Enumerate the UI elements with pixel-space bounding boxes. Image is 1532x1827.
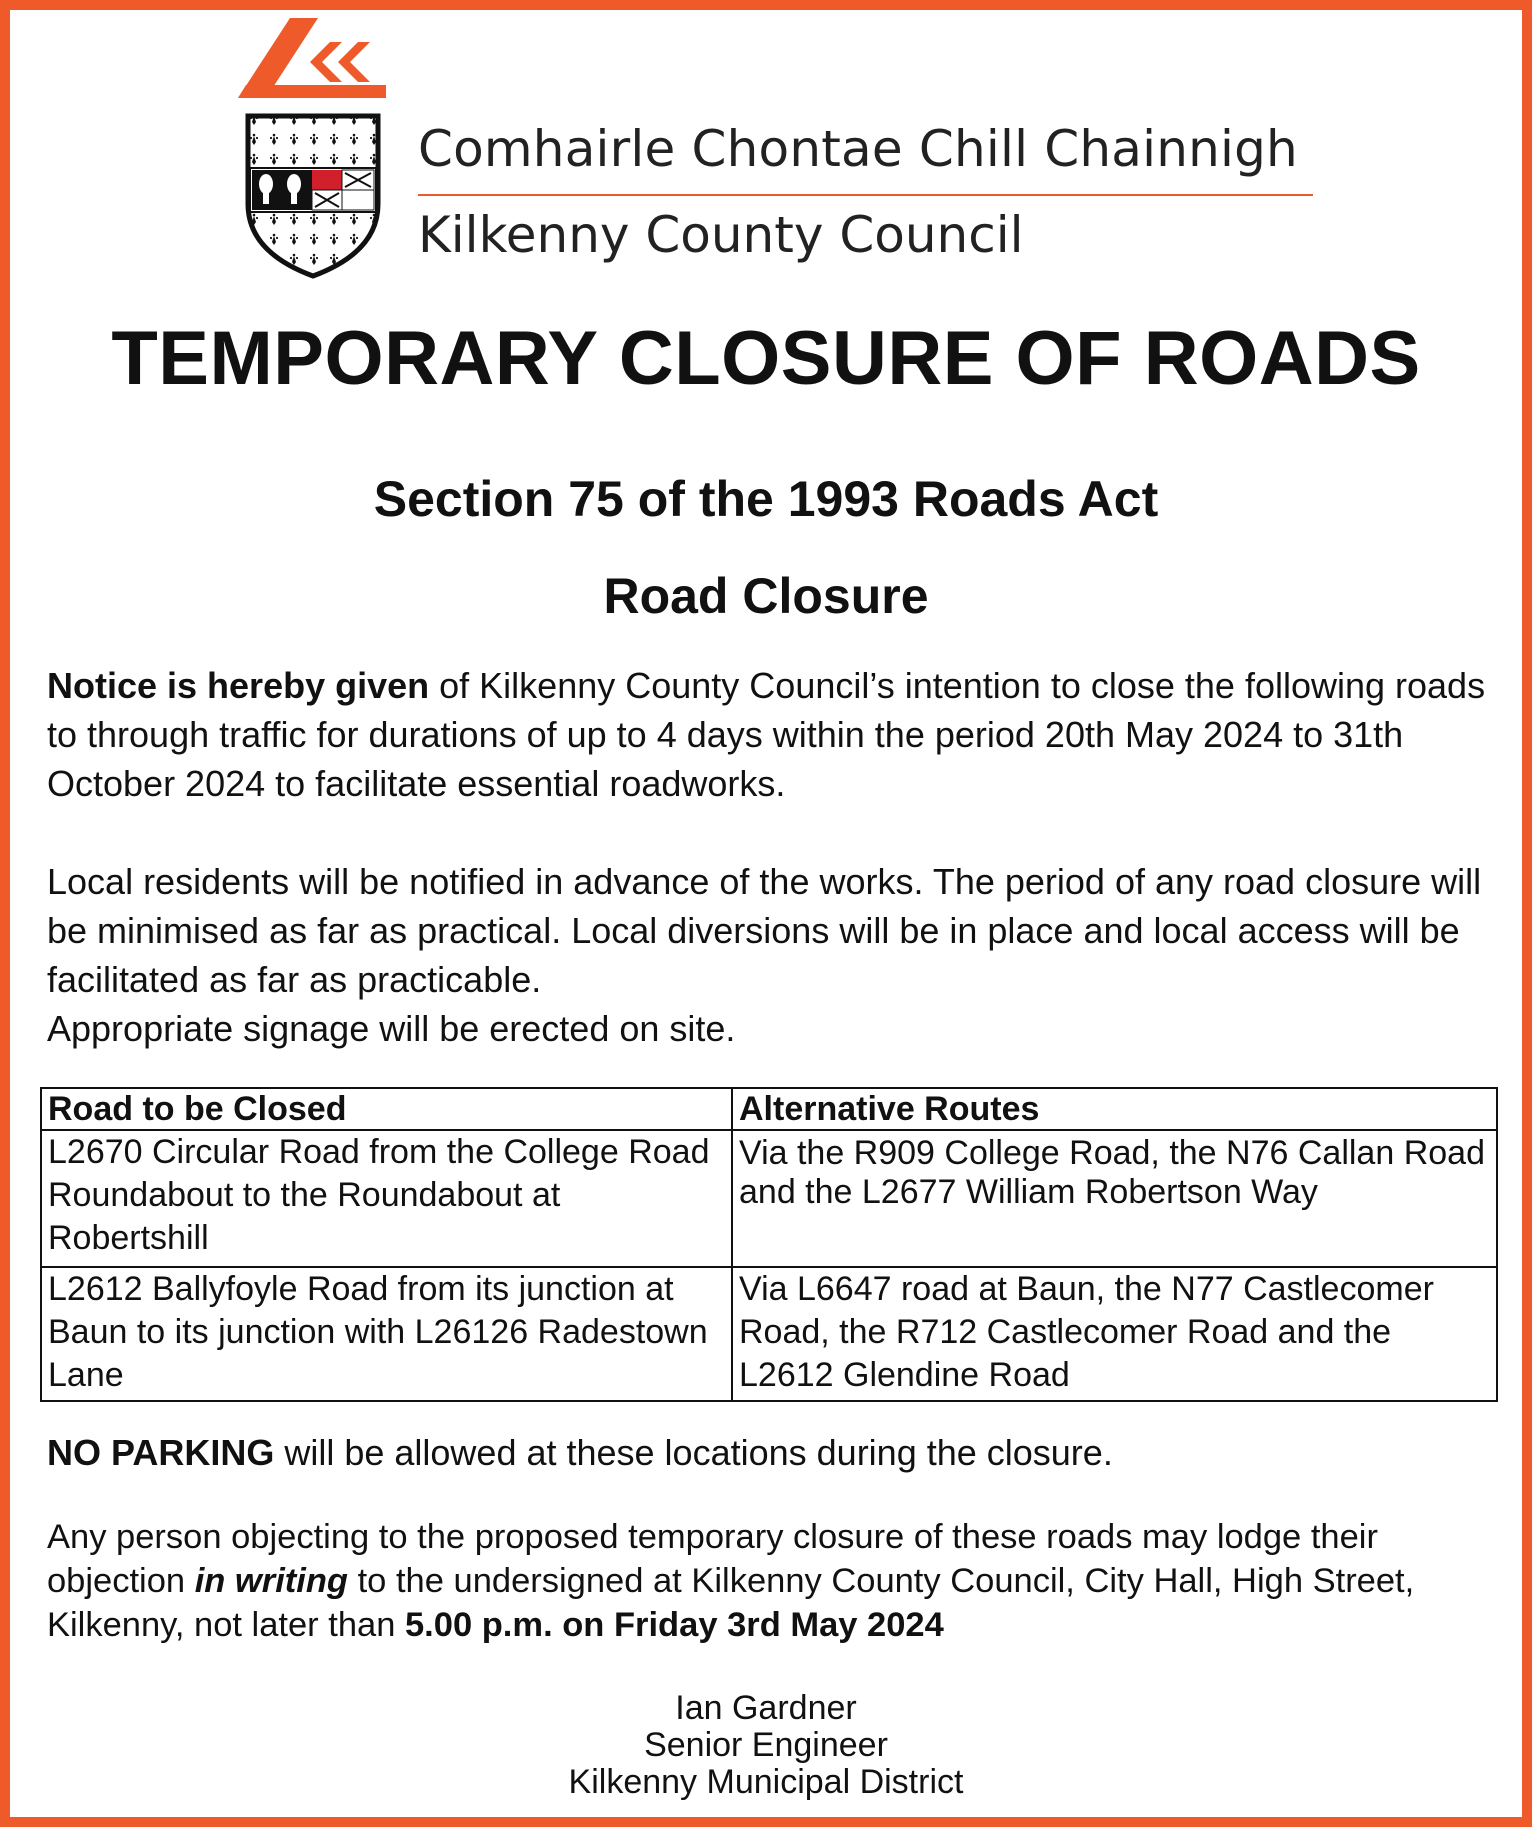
notice-given-bold: Notice is hereby given [47, 665, 430, 706]
table-header-row [41, 1088, 1497, 1130]
signage-text: Appropriate signage will be erected on site. [47, 1008, 736, 1049]
notice-subtitle-road-closure: Road Closure [603, 568, 929, 624]
signatory-district: Kilkenny Municipal District [568, 1763, 964, 1801]
notice-title: TEMPORARY CLOSURE OF ROADS [111, 316, 1421, 401]
notice-subtitle: Section 75 of the 1993 Roads Act [373, 471, 1159, 527]
signatory-name: Ian Gardner [675, 1689, 857, 1727]
notice-paragraph-intro [47, 661, 1507, 808]
council-name-irish: Comhairle Chontae Chill Chainnigh [418, 120, 1298, 178]
road-closures-table [40, 1087, 1498, 1402]
objection-deadline: 5.00 p.m. on Friday 3rd May 2024 [405, 1606, 944, 1644]
notice-intro-text: of Kilkenny County Council’s intention to close the following roads to through traffic for durations of up to 4 days within the period 20th May 2024 to 31th October 2024 to facilitate essential roadworks. [47, 665, 1486, 804]
signatory-role: Senior Engineer [644, 1726, 888, 1764]
column-header-road: Road to be Closed [41, 1088, 732, 1130]
objection-text-2: to the undersigned at Kilkenny County Council, City Hall, High Street, Kilkenny, not later than [47, 1562, 1415, 1644]
residents-text: Local residents will be notified in advance of the works. The period of any road closure will be minimised as far as practical. Local diversions will be in place and local access will be facilitated as far as practicable. [47, 861, 1482, 1000]
notice-paragraph-residents [47, 857, 1507, 1053]
alternative-cell: Via L6647 road at Baun, the N77 Castlecomer Road, the R712 Castlecomer Road and the L2612 Glendine Road [732, 1267, 1497, 1401]
column-header-alternative: Alternative Routes [732, 1088, 1497, 1130]
no-parking-bold: NO PARKING [47, 1432, 275, 1473]
table-row [41, 1130, 1497, 1267]
council-name-english: Kilkenny County Council [418, 206, 1024, 264]
council-crest-icon [244, 112, 382, 280]
objection-paragraph [47, 1515, 1507, 1647]
council-chevron-logo-icon [238, 18, 386, 98]
table-row [41, 1267, 1497, 1401]
header-divider [418, 194, 1313, 196]
no-parking-notice [47, 1428, 1507, 1477]
no-parking-text: will be allowed at these locations during the closure. [274, 1432, 1113, 1473]
road-cell: L2612 Ballyfoyle Road from its junction at Baun to its junction with L26126 Radestown Lane [41, 1267, 732, 1401]
alternative-cell: Via the R909 College Road, the N76 Callan Road and the L2677 William Robertson Way [732, 1130, 1497, 1267]
road-cell: L2670 Circular Road from the College Road Roundabout to the Roundabout at Robertshill [41, 1130, 732, 1267]
objection-text-1: Any person objecting to the proposed temporary closure of these roads may lodge their objection [47, 1518, 1378, 1600]
in-writing-emphasis: in writing [194, 1562, 349, 1600]
